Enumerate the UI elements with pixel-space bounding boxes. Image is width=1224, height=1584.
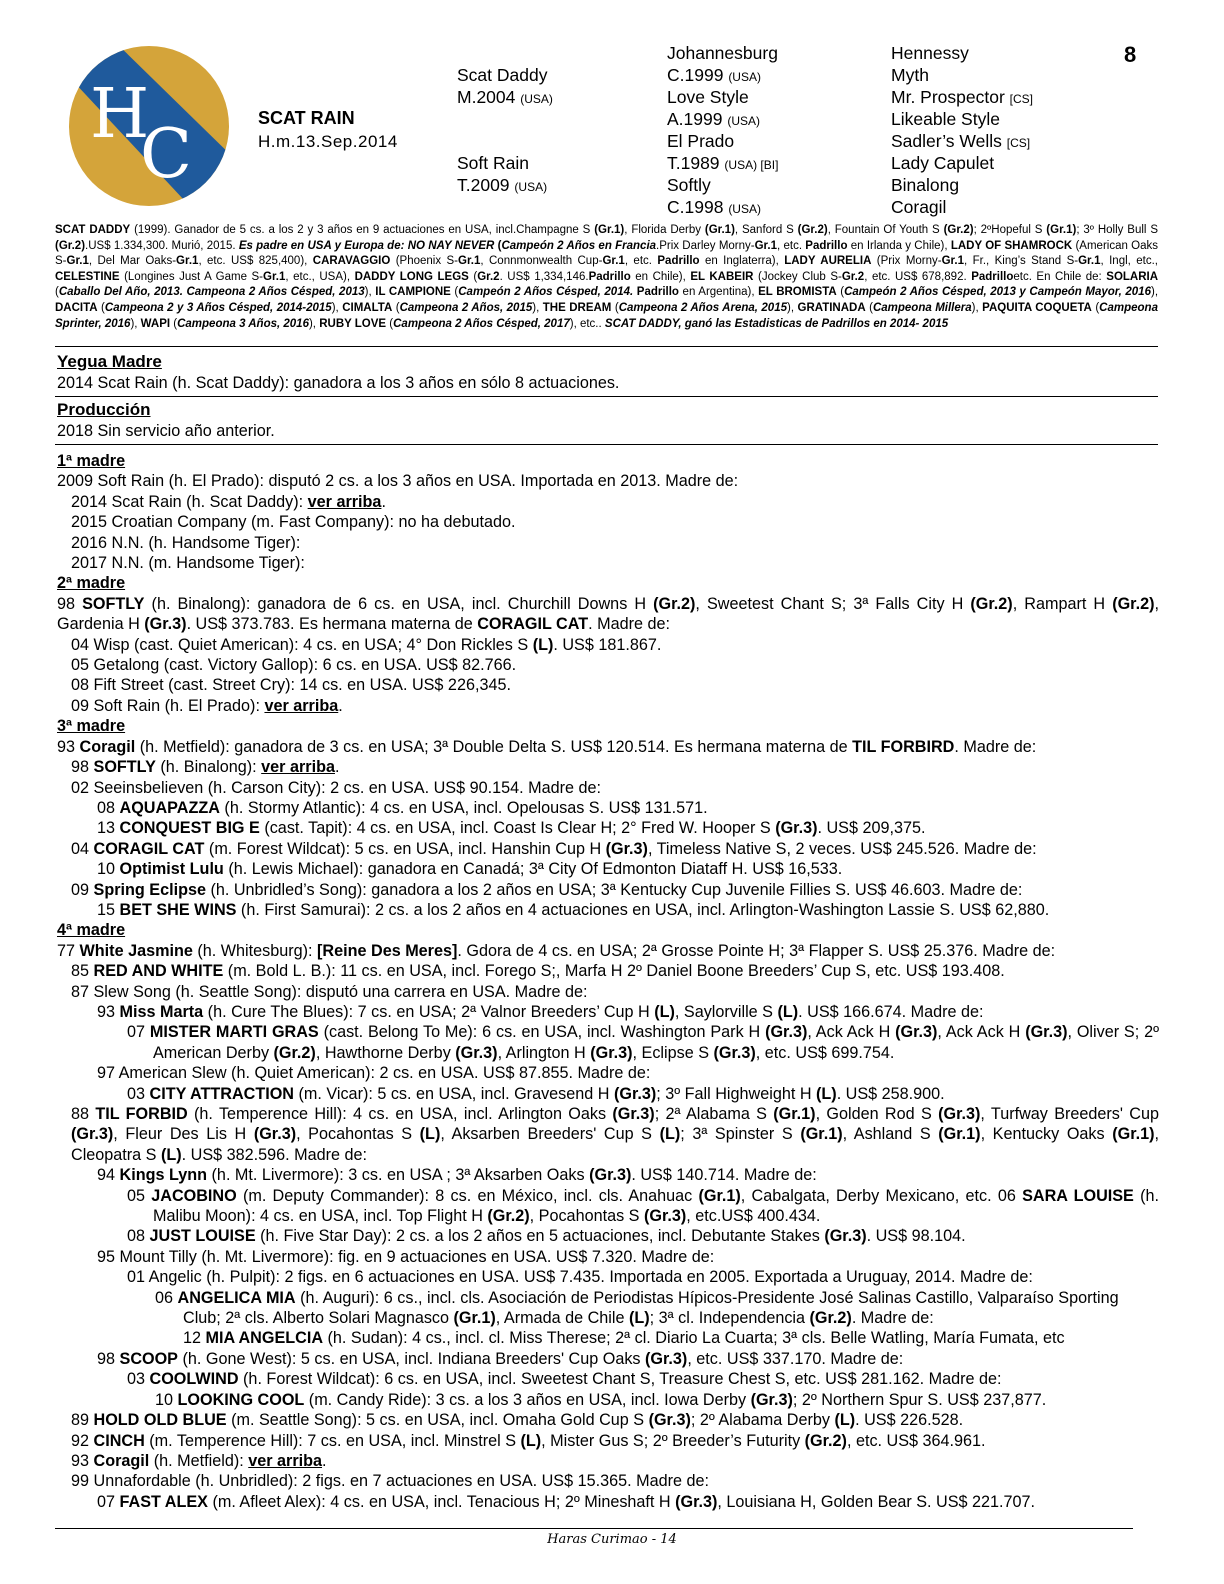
ped-dam-info: T.2009 (USA) — [457, 175, 548, 195]
ped-gs2: Love Style — [667, 87, 749, 107]
list-item: 01 Angelic (h. Pulpit): 2 figs. en 6 actuaciones en USA. US$ 7.435. Importada en 2005. Exportada a Uruguay, 2014. Madre de: — [127, 1268, 1033, 1287]
yegua-heading: Yegua Madre — [57, 352, 162, 371]
list-item: 13 CONQUEST BIG E (cast. Tapit): 4 cs. en USA, incl. Coast Is Clear H; 2° Fred W. Hooper S (Gr.3). US$ 209,375. — [97, 819, 926, 838]
page-number: 8 — [1124, 42, 1137, 67]
ped-gs1-info: C.1999 (USA) — [667, 65, 761, 85]
list-item: 97 American Slew (h. Quiet American): 2 cs. en USA. US$ 87.855. Madre de: — [97, 1064, 651, 1083]
list-item: 93 Coragil (h. Metfield): ver arriba. — [71, 1451, 327, 1470]
list-item: 09 Soft Rain (h. El Prado): ver arriba. — [71, 696, 343, 715]
ped-g2: Myth — [891, 65, 929, 85]
logo-letter-c: C — [140, 115, 193, 194]
list-item: 94 Kings Lynn (h. Mt. Livermore): 3 cs. en USA ; 3ª Aksarben Oaks (Gr.3). US$ 140.714. Madre de: — [97, 1166, 817, 1185]
haras-logo — [68, 45, 230, 207]
list-item: 99 Unnafordable (h. Unbridled): 2 figs. en 7 actuaciones en USA. US$ 15.365. Madre de: — [71, 1472, 709, 1491]
m4-heading: 4ª madre — [57, 921, 126, 940]
ped-gs2-info: A.1999 (USA) — [667, 109, 761, 129]
list-item: 05 Getalong (cast. Victory Gallop): 6 cs. en USA. US$ 82.766. — [71, 656, 517, 675]
list-item: 08 Fift Street (cast. Street Cry): 14 cs. en USA. US$ 226,345. — [71, 676, 511, 695]
list-item: 15 BET SHE WINS (h. First Samurai): 2 cs. a los 2 años en 4 actuaciones en USA, incl. Arlington-Washington Lassie S. US$ 62,880. — [97, 900, 1050, 919]
list-item: 2009 Soft Rain (h. El Prado): disputó 2 cs. a los 3 años en USA. Importada en 2013. Madre de: — [57, 472, 739, 491]
ped-dam: Soft Rain — [457, 153, 529, 173]
list-item: 10 Optimist Lulu (h. Lewis Michael): ganadora en Canadá; 3ª City Of Edmonton Diataff H. US$ 16,533. — [97, 860, 843, 879]
list-item: 10 LOOKING COOL (m. Candy Ride): 3 cs. a los 3 años en USA, incl. Iowa Derby (Gr.3); 2º Northern Spur S. US$ 237,877. — [155, 1390, 1047, 1409]
list-item: 2017 N.N. (m. Handsome Tiger): — [71, 554, 305, 573]
ped-gs1: Johannesburg — [667, 43, 778, 63]
list-item: 93 Coragil (h. Metfield): ganadora de 3 cs. en USA; 3ª Double Delta S. US$ 120.514. Es hermana materna de TIL FORBIRD. Madre de: — [57, 737, 1037, 756]
list-item: 2015 Croatian Company (m. Fast Company): no ha debutado. — [71, 513, 516, 532]
ped-gs4: Softly — [667, 175, 711, 195]
list-item: 98 SOFTLY (h. Binalong): ganadora de 6 cs. en USA, incl. Churchill Downs H (Gr.2), Sweetest Chant S; 3ª Falls City H (Gr.2), Rampart H (Gr.2), Gardenia H (Gr.3). US$ 373.783. Es hermana materna de CORAGIL CAT. Madre de: — [57, 594, 1159, 634]
produccion-heading: Producción — [57, 400, 151, 419]
list-item: 77 White Jasmine (h. Whitesburg): [Reine Des Meres]. Gdora de 4 cs. en USA; 2ª Grosse Pointe H; 3ª Flapper S. US$ 25.376. Madre de: — [57, 941, 1056, 960]
ped-sire: Scat Daddy — [457, 65, 548, 85]
list-item: 04 Wisp (cast. Quiet American): 4 cs. en USA; 4° Don Rickles S (L). US$ 181.867. — [71, 635, 662, 654]
list-item: 07 FAST ALEX (m. Afleet Alex): 4 cs. en USA, incl. Tenacious H; 2º Mineshaft H (Gr.3), Louisiana H, Golden Bear S. US$ 221.707. — [97, 1492, 1036, 1511]
list-item: 95 Mount Tilly (h. Mt. Livermore): fig. en 9 actuaciones en USA. US$ 7.320. Madre de: — [97, 1247, 715, 1266]
m1-heading: 1ª madre — [57, 452, 126, 470]
list-item: 98 SOFTLY (h. Binalong): ver arriba. — [71, 758, 340, 777]
ped-g7: Binalong — [891, 175, 960, 195]
ped-g1: Hennessy — [891, 43, 969, 63]
list-item: 2016 N.N. (h. Handsome Tiger): — [71, 533, 301, 552]
divider — [55, 346, 1158, 347]
yegua-line: 2014 Scat Rain (h. Scat Daddy): ganadora a los 3 años en sólo 8 actuaciones. — [57, 374, 620, 392]
ped-sire-info: M.2004 (USA) — [457, 87, 553, 107]
ped-g6: Lady Capulet — [891, 153, 995, 173]
ped-g8: Coragil — [891, 197, 947, 217]
ped-gs3: El Prado — [667, 131, 735, 151]
footer-divider — [55, 1528, 1133, 1529]
list-item: 88 TIL FORBID (h. Temperence Hill): 4 cs. en USA, incl. Arlington Oaks (Gr.3); 2ª Alabama S (Gr.1), Golden Rod S (Gr.3), Turfway Breeders' Cup (Gr.3), Fleur Des Lis H (Gr.3), Pocahontas S (L), Aksarben Breeders' Cup S (L); 3ª Spinster S (Gr.1), Ashland S (Gr.1), Kentucky Oaks (Gr.1), Cleopatra S (L). US$ 382.596. Madre de: — [71, 1105, 1159, 1164]
list-item: 06 ANGELICA MIA (h. Auguri): 6 cs., incl. cls. Asociación de Periodistas Hípicos-Presidente José Salinas Castillo, Valparaíso Sporting Club; 2ª cls. Alberto Solari Magnasco (Gr.1), Armada de Chile (L); 3ª cl. Independencia (Gr.2). Madre de: — [155, 1288, 1119, 1328]
m2-heading: 2ª madre — [57, 574, 126, 593]
list-item: 89 HOLD OLD BLUE (m. Seattle Song): 5 cs. en USA, incl. Omaha Gold Cup S (Gr.3); 2º Alabama Derby (L). US$ 226.528. — [71, 1411, 964, 1430]
list-item: 92 CINCH (m. Temperence Hill): 7 cs. en USA, incl. Minstrel S (L), Mister Gus S; 2º Breeder’s Futurity (Gr.2), etc. US$ 364.961. — [71, 1431, 986, 1450]
list-item: 93 Miss Marta (h. Cure The Blues): 7 cs. en USA; 2ª Valnor Breeders’ Cup H (L), Saylorville S (L). US$ 166.674. Madre de: — [97, 1002, 984, 1021]
list-item: 87 Slew Song (h. Seattle Song): disputó una carrera en USA. Madre de: — [71, 982, 588, 1001]
divider — [55, 444, 1158, 445]
list-item: 09 Spring Eclipse (h. Unbridled’s Song): ganadora a los 2 años en USA; 3ª Kentucky Cup Juvenile Fillies S. US$ 46.603. Madre de: — [71, 880, 1023, 899]
horse-sub: H.m.13.Sep.2014 — [258, 132, 398, 151]
produccion-line: 2018 Sin servicio año anterior. — [57, 422, 275, 440]
ped-g5: Sadler’s Wells [CS] — [891, 131, 1031, 151]
divider — [55, 396, 1158, 397]
family-body — [57, 451, 1159, 1512]
ped-gs4-info: C.1998 (USA) — [667, 197, 761, 217]
list-item: 2014 Scat Rain (h. Scat Daddy): ver arriba. — [71, 492, 386, 511]
list-item: 98 SCOOP (h. Gone West): 5 cs. en USA, incl. Indiana Breeders' Cup Oaks (Gr.3), etc. US$ 337.170. Madre de: — [97, 1349, 904, 1368]
list-item: 03 CITY ATTRACTION (m. Vicar): 5 cs. en USA, incl. Gravesend H (Gr.3); 3º Fall Highweight H (L). US$ 258.900. — [127, 1084, 945, 1103]
list-item: 07 MISTER MARTI GRAS (cast. Belong To Me): 6 cs. en USA, incl. Washington Park H (Gr.3), Ack Ack H (Gr.3), Ack Ack H (Gr.3), Oliver S; 2º American Derby (Gr.2), Hawthorne Derby (Gr.3), Arlington H (Gr.3), Eclipse S (Gr.3), etc. US$ 699.754. — [127, 1023, 1159, 1062]
list-item: 05 JACOBINO (m. Deputy Commander): 8 cs. en México, incl. cls. Anahuac (Gr.1), Cabalgata, Derby Mexicano, etc. 06 SARA LOUISE (h. Malibu Moon): 4 cs. en USA, incl. Top Flight H (Gr.2), Pocahontas S (Gr.3), etc.US$ 400.434. — [127, 1186, 1159, 1226]
list-item: 04 CORAGIL CAT (m. Forest Wildcat): 5 cs. en USA, incl. Hanshin Cup H (Gr.3), Timeless Native S, 2 veces. US$ 245.526. Madre de: — [71, 839, 1037, 858]
list-item: 85 RED AND WHITE (m. Bold L. B.): 11 cs. en USA, incl. Forego S;, Marfa H 2º Daniel Boone Breeders’ Cup S, etc. US$ 193.408. — [71, 962, 1005, 981]
horse-name: SCAT RAIN — [258, 108, 355, 128]
footer-text: Haras Curimao - 14 — [547, 1532, 677, 1547]
ped-g4: Likeable Style — [891, 109, 1000, 129]
ped-g3: Mr. Prospector [CS] — [891, 87, 1034, 107]
sire-description: SCAT DADDY (1999). Ganador de 5 cs. a los 2 y 3 años en 9 actuaciones en USA, incl.Champagne S (Gr.1), Florida Derby (Gr.1), Sanford S (Gr.2), Fountain Of Youth S (Gr.2); 2ºHopeful S (Gr.1); 3º Holly Bull S (Gr.2).US$ 1.334,300. Murió, 2015. Es padre en USA y Europa de: NO NAY NEVER (Campeón 2 Años en Francia.Prix Darley Morny-Gr.1, etc. Padrillo en Irlanda y Chile), LADY OF SHAMROCK (American Oaks S-Gr.1, Del Mar Oaks-Gr.1, etc. US$ 825,400), CARAVAGGIO (Phoenix S-Gr.1, Connmonwealth Cup-Gr.1, etc. Padrillo en Inglaterra), LADY AURELIA (Prix Morny-Gr.1, Fr., King’s Stand S-Gr.1, Ingl, etc., CELESTINE (Longines Just A Game S-Gr.1, etc., USA), DADDY LONG LEGS (Gr.2. US$ 1,334,146.Padrillo en Chile), EL KABEIR (Jockey Club S-Gr.2, etc. US$ 678,892. Padrilloetc. En Chile de: SOLARIA (Caballo Del Año, 2013. Campeona 2 Años Césped, 2013), IL CAMPIONE (Campeón 2 Años Césped, 2014. Padrillo en Argentina), EL BROMISTA (Campeón 2 Años Césped, 2013 y Campeón Mayor, 2016), DACITA (Campeona 2 y 3 Años Césped, 2014-2015), CIMALTA (Campeona 2 Años, 2015), THE DREAM (Campeona 2 Años Arena, 2015), GRATINADA (Campeona Millera), PAQUITA COQUETA (Campeona Sprinter, 2016), WAPI (Campeona 3 Años, 2016), RUBY LOVE (Campeona 2 Años Césped, 2017), etc.. SCAT DADDY, ganó las Estadisticas de Padrillos en 2014- 2015 — [55, 224, 1159, 330]
list-item: 02 Seeinsbelieven (h. Carson City): 2 cs. en USA. US$ 90.154. Madre de: — [71, 778, 601, 797]
list-item: 08 AQUAPAZZA (h. Stormy Atlantic): 4 cs. en USA, incl. Opelousas S. US$ 131.571. — [97, 798, 708, 817]
list-item: 08 JUST LOUISE (h. Five Star Day): 2 cs. a los 2 años en 5 actuaciones, incl. Debutante Stakes (Gr.3). US$ 98.104. — [127, 1227, 966, 1246]
m3-heading: 3ª madre — [57, 717, 126, 736]
ped-gs3-info: T.1989 (USA) [BI] — [667, 153, 779, 173]
list-item: 03 COOLWIND (h. Forest Wildcat): 6 cs. en USA, incl. Sweetest Chant S, Treasure Chest S, etc. US$ 281.162. Madre de: — [127, 1370, 1002, 1389]
list-item: 12 MIA ANGELCIA (h. Sudan): 4 cs., incl. cl. Miss Therese; 2ª cl. Diario La Cuarta; 3ª cls. Belle Watling, María Fumata, etc — [183, 1329, 1065, 1348]
logo-letter-h: H — [90, 75, 150, 154]
